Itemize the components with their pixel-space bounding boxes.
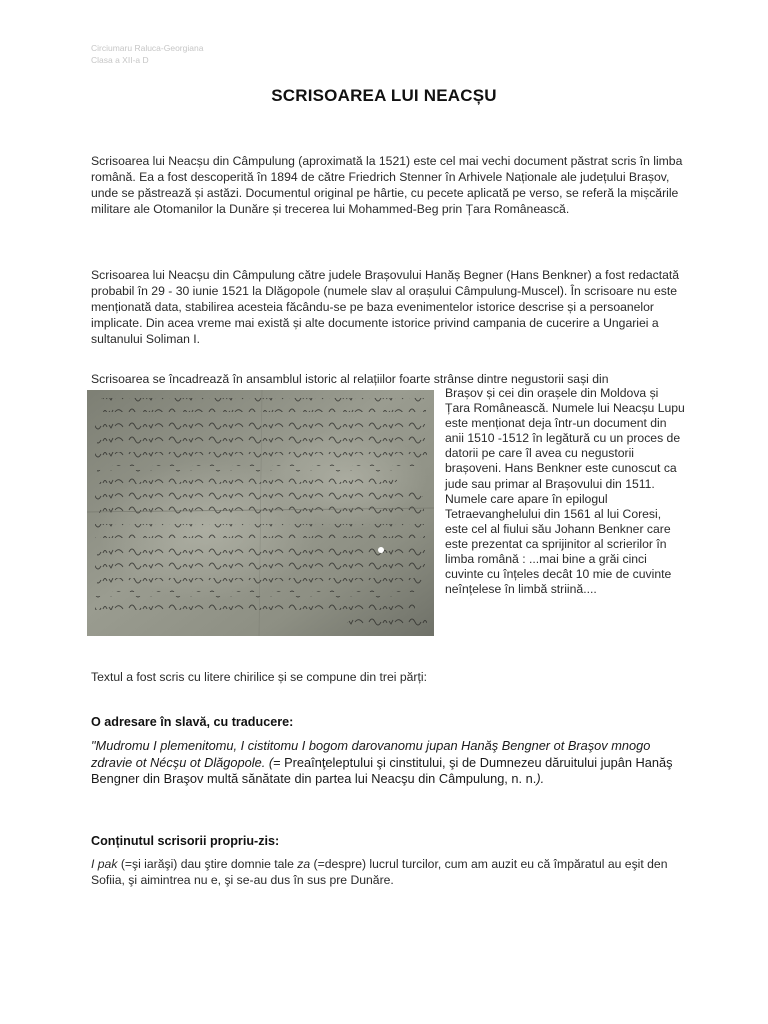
author-name: Circiumaru Raluca-Georgiana — [91, 43, 204, 53]
content-text-2: (=despre) lucrul turcilor, cum am auzit eu că împăratul au eşit den Sofiia, şi aimintrea nu e, şi se-au dus în sus pre Dunăre. — [91, 857, 668, 887]
address-quote — [91, 738, 681, 788]
content-text-1: (=şi iarăşi) dau ştire domnie tale — [117, 857, 298, 871]
quote-slav: "Mudromu I plemenitomu, I cistitomu I bogom darovanomu jupan Hanăş Bengner ot Braşov mnogo zdravie ot Nécşu ot Dlăgopole. ( — [91, 738, 651, 770]
manuscript-image — [87, 390, 434, 636]
paragraph-intro: Scrisoarea lui Neacșu din Câmpulung (aproximată la 1521) este cel mai vechi document păstrat scris în limba română. Ea a fost descoperită în 1894 de către Friedrich Stenner în Arhivele Naționale ale județului Brașov, unde se păstrează și astăzi. Documentul original pe hârtie, cu pecete aplicată pe verso, se referă la mișcările militare ale Otomanilor la Dunăre și trecerea lui Mohammed-Beg prin Țara Românească. — [91, 154, 683, 216]
paragraph-context: Scrisoarea lui Neacșu din Câmpulung către judele Brașovului Hanăș Begner (Hans Benkner) a fost redactată probabil în 29 - 30 iunie 1521 la Dlăgopole (numele slav al orașului Câmpulung-Muscel). În scrisoare nu este menționată data, stabilirea acesteia făcându-se pe baza evenimentelor istorice descrise și a persoanelor implicate. Din acea vreme mai există și alte documente istorice privind campania de cucerire a Ungariei a sultanului Soliman I. — [91, 268, 680, 346]
author-class: Clasa a XII-a D — [91, 55, 149, 65]
content-italic-1: I pak — [91, 857, 118, 871]
page-title: SCRISOAREA LUI NEACȘU — [271, 86, 497, 105]
author-block — [91, 42, 203, 66]
section-heading-adresare: O adresare în slavă, cu traducere: — [91, 715, 294, 729]
paragraph-content — [91, 856, 691, 888]
paragraph-relations-wrapped: Brașov și cei din orașele din Moldova și Țara Românească. Numele lui Neacșu Lupu este menționat deja într-un document din anii 1510 -1512 în legătură cu un proces de datorii pe care îl avea cu negustorii brașoveni. Hans Benkner este cunoscut ca jude sau primar al Brașovului din 1511. Numele care apare în epilogul Tetraevanghelului din 1561 al lui Coresi, este cel al fiului său Johann Benkner care este prezentat ca sprijinitor al scrierilor în limba română : ...mai bine a grăi cinci cuvinte cu înțeles decât 10 mie de cuvinte neînțelese în limbă striină.... — [445, 386, 685, 597]
quote-end: ). — [536, 771, 545, 786]
paragraph-structure: Textul a fost scris cu litere chirilice și se compune din trei părți: — [91, 670, 427, 684]
quote-translation: = Preaînţeleptului şi cinstitului, şi de Dumnezeu dăruitului jupân Hanăş Bengner din Braşov multă sănătate din partea lui Neacşu din Câmpulung, n. n. — [91, 754, 673, 786]
paragraph-relations-first-line: Scrisoarea se încadrează în ansamblul istoric al relațiilor foarte strânse dintre negustorii sași din — [91, 372, 609, 386]
content-italic-2: za — [297, 857, 311, 871]
section-heading-continut: Conținutul scrisorii propriu-zis: — [91, 834, 280, 848]
